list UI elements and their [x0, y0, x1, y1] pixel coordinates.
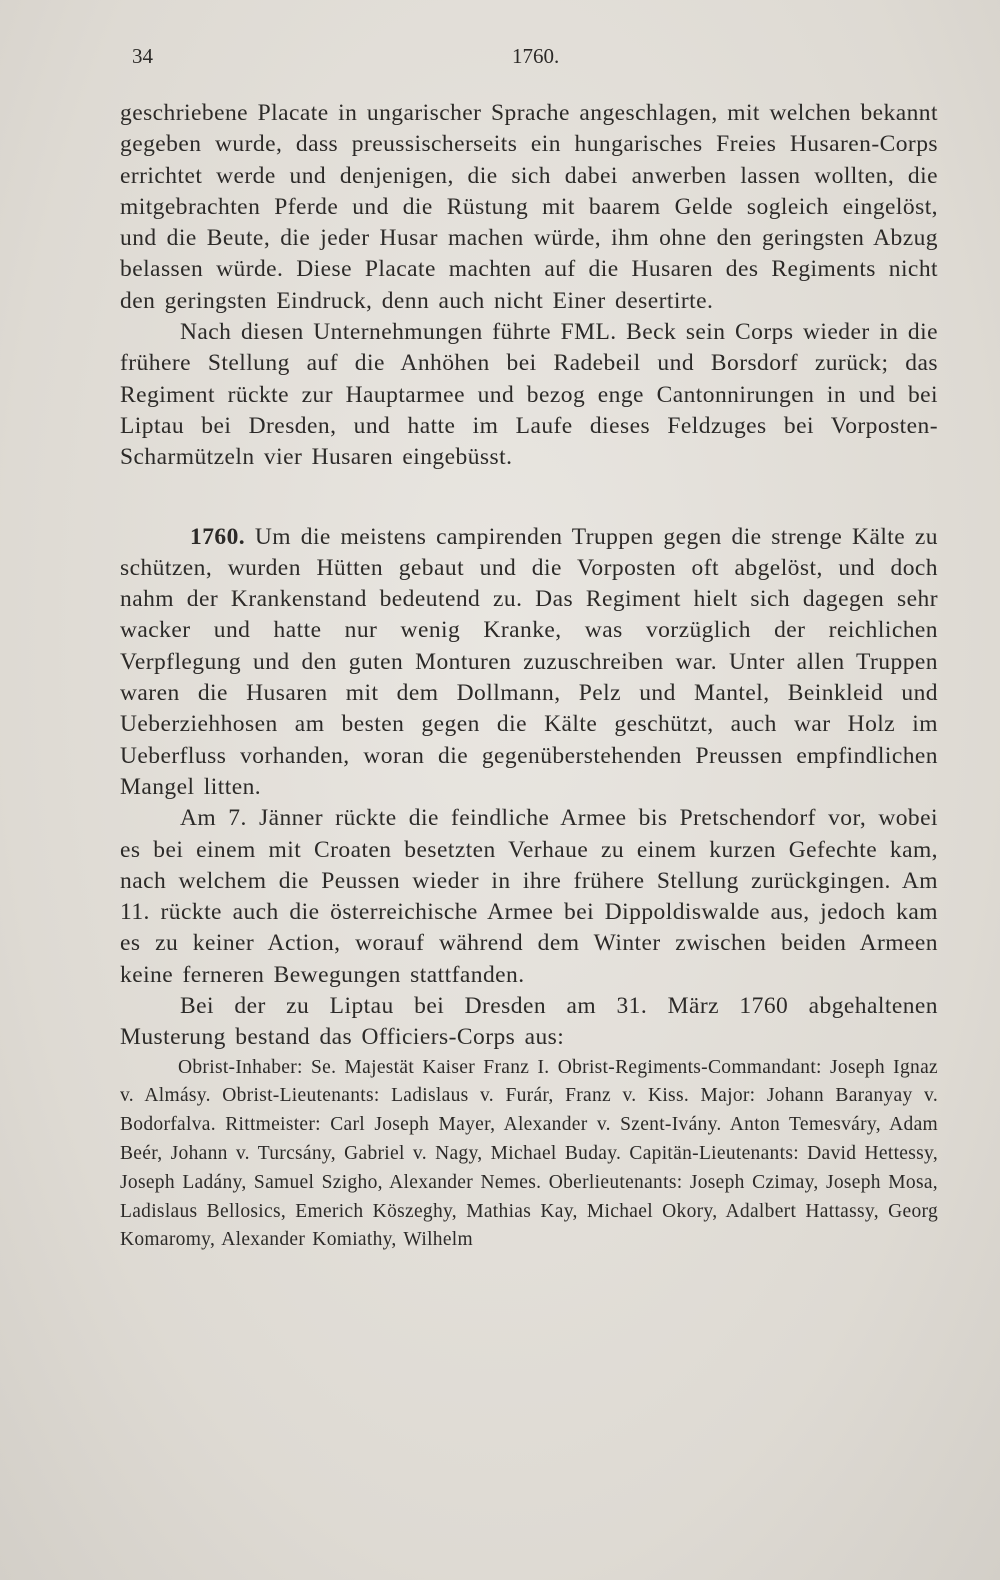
paragraph-jaenner: Am 7. Jänner rückte die feindliche Armee bis Pretschendorf vor, wobei es bei einem mit Croaten besetzten Verhaue zu einem kurzen Gefechte kam, nach welchem die Peussen wieder in ihre frühere Stellung zurückgingen. Am 11. rückte auch die österreichische Armee bei Dippoldiswalde aus, jedoch kam es zu keiner Action, worauf während dem Winter zwischen beiden Armeen keine ferneren Bewegungen stattfanden. [120, 805, 938, 988]
running-header [120, 0, 938, 86]
running-header-year: 1760. [512, 44, 560, 68]
page-number: 34 [132, 44, 153, 68]
paragraph-1760-text: Um die meistens campirenden Truppen gegen die strenge Kälte zu schützen, wurden Hütten gebaut und die Vorposten oft abgelöst, und doch nahm der Krankenstand bedeutend zu. Das Regiment hielt sich dagegen sehr wacker und hatte nur wenig Kranke, was vorzüglich der reichlichen Verpflegung und den guten Monturen zuzuschreiben war. Unter allen Truppen waren die Husaren mit dem Dollmann, Pelz und Mantel, Beinkleid und Ueberziehhosen am besten gegen die Kälte geschützt, auch war Holz im Ueberfluss vorhanden, woran die gegenüberstehenden Preussen empfindlichen Mangel litten. [120, 523, 938, 800]
paragraph-placate: geschriebene Placate in ungarischer Sprache angeschlagen, mit welchen bekannt gegeben wurde, dass preussischerseits ein hungarisches Freies Husaren-Corps errichtet werde und denjenigen, die sich dabei anwerben lassen wollten, die mitgebrachten Pferde und die Rüstung mit baarem Gelde sogleich eingelöst, und die Beute, die jeder Husar machen würde, ihm ohne den geringsten Abzug belassen würde. Diese Placate machten auf die Husaren des Regiments nicht den geringsten Eindruck, denn auch nicht Einer desertirte. [120, 100, 938, 314]
body-text [120, 98, 938, 1255]
paragraph-1760 [120, 522, 938, 804]
paragraph-musterung: Bei der zu Liptau bei Dresden am 31. März 1760 abgehaltenen Musterung bestand das Officiers-Corps aus: [120, 993, 938, 1051]
year-heading: 1760. [190, 523, 246, 550]
paragraph-beck-corps: Nach diesen Unternehmungen führte FML. Beck sein Corps wieder in die frühere Stellung auf die Anhöhen bei Radebeil und Borsdorf zurück; das Regiment rückte zur Hauptarmee und bezog enge Cantonnirungen in und bei Liptau bei Dresden, und hatte im Laufe dieses Feldzuges bei Vorposten-Scharmützeln vier Husaren eingebüsst. [120, 319, 938, 471]
paragraph-officer-list: Obrist-Inhaber: Se. Majestät Kaiser Franz I. Obrist-Regiments-Commandant: Joseph Ignaz v. Almásy. Obrist-Lieutenants: Ladislaus v. Furár, Franz v. Kiss. Major: Johann Baranyay v. Bodorfalva. Rittmeister: Carl Joseph Mayer, Alexander v. Szent-Ivány. Anton Temesváry, Adam Beér, Johann v. Turcsány, Gabriel v. Nagy, Michael Buday. Capitän-Lieutenants: David Hettessy, Joseph Ladány, Samuel Szigho, Alexander Nemes. Oberlieutenants: Joseph Czimay, Joseph Mosa, Ladislaus Bellosics, Emerich Köszeghy, Mathias Kay, Michael Okory, Adalbert Hattassy, Georg Komaromy, Alexander Komiathy, Wilhelm [120, 1056, 938, 1251]
